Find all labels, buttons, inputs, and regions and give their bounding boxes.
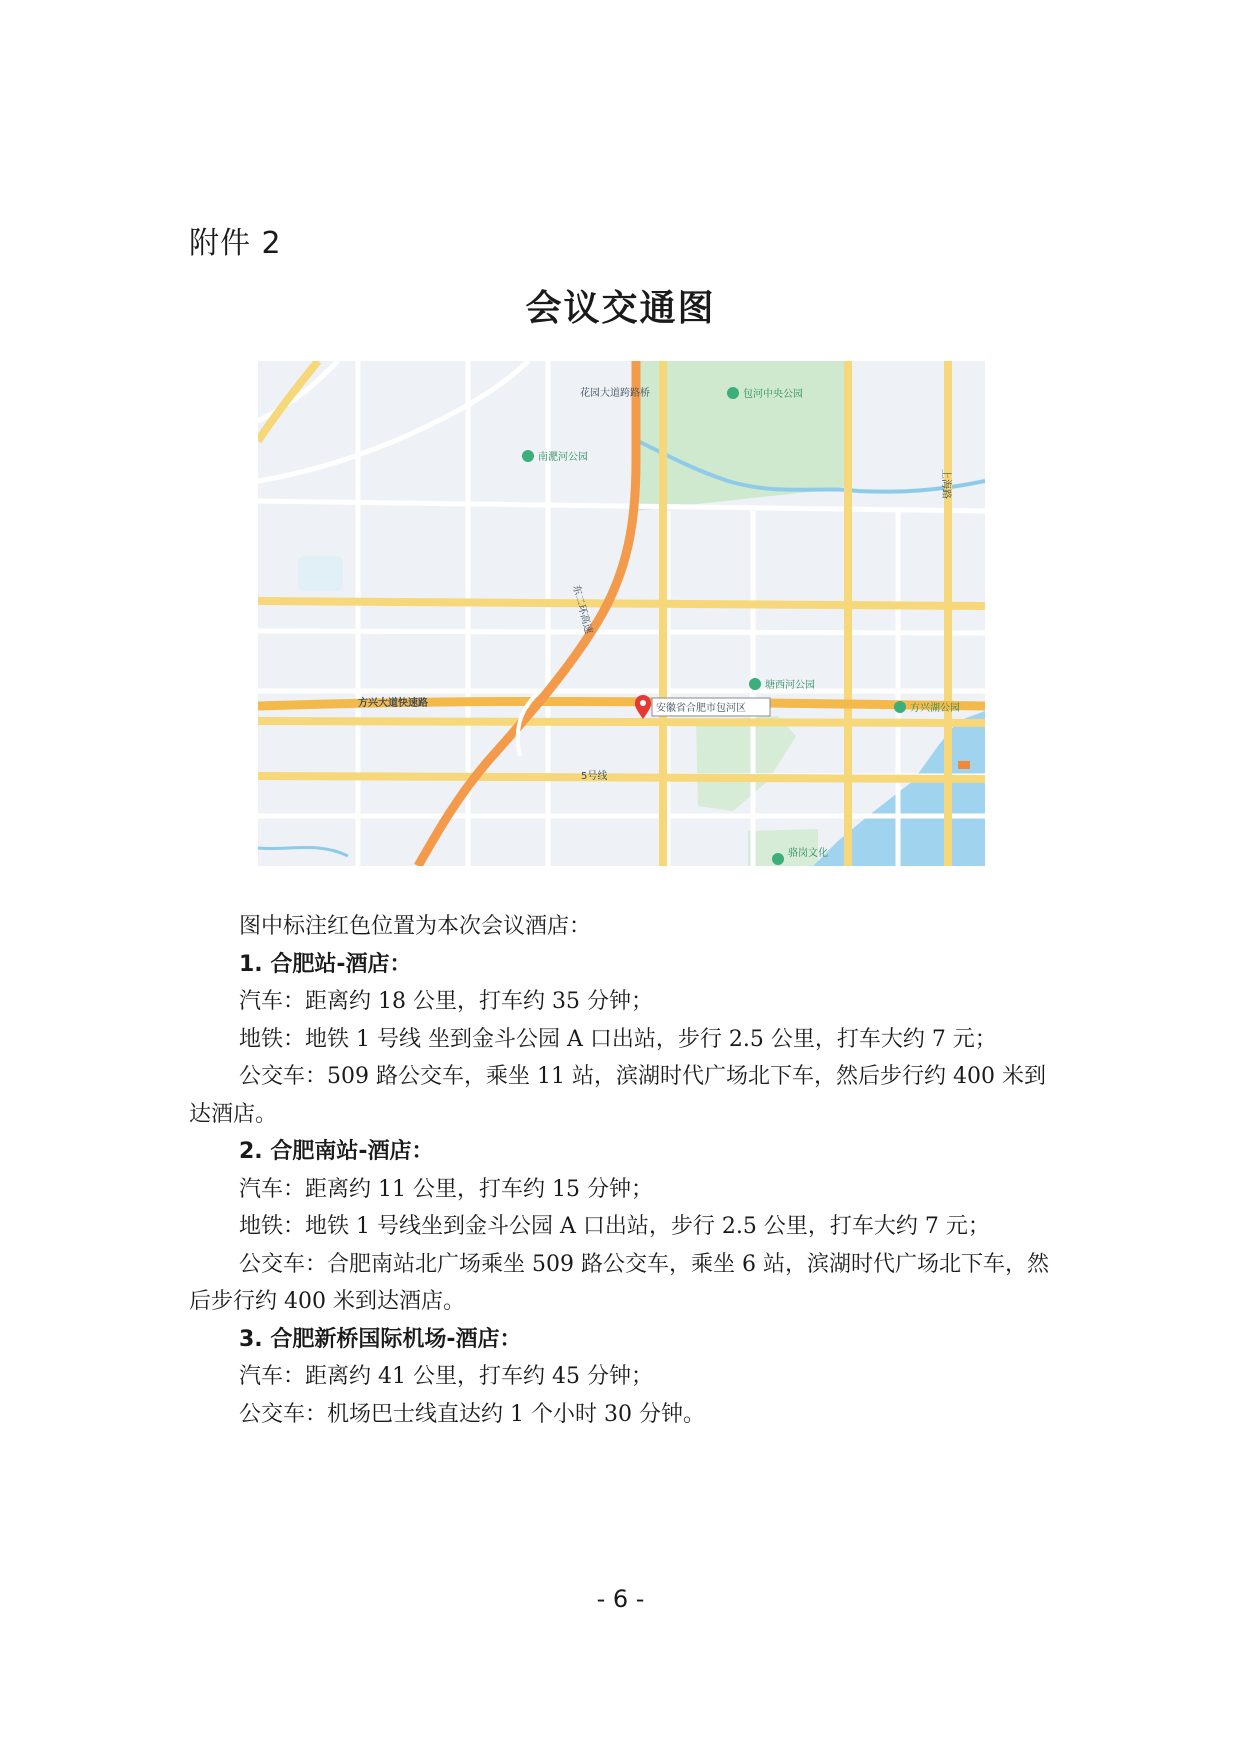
page-number: - 6 -	[596, 1585, 645, 1613]
metro-info: 地铁：地铁 1 号线坐到金斗公园 A 口出站，步行 2.5 公里，打车大约 7 元；	[239, 1214, 990, 1239]
station-marker	[958, 761, 970, 769]
park-icon	[749, 678, 761, 690]
hotel-marker[interactable]	[635, 695, 770, 719]
section-heading: 3. 合肥新桥国际机场-酒店：	[239, 1326, 522, 1352]
page-title: 会议交通图	[525, 288, 716, 329]
section-heading: 1. 合肥站-酒店：	[239, 951, 412, 977]
road-label-shanghai: 上海路	[940, 469, 951, 499]
traffic-map[interactable]	[258, 361, 985, 866]
bus-info: 公交车：509 路公交车，乘坐 11 站，滨湖时代广场北下车，然后步行约 400 米到达酒店。	[189, 1064, 1046, 1127]
park-icon	[894, 701, 906, 713]
traffic-description	[189, 908, 1049, 1433]
poi-label: 方兴湖公园	[910, 703, 960, 714]
section-heading: 2. 合肥南站-酒店：	[239, 1139, 434, 1164]
road-label-bridge: 花园大道跨路桥	[580, 388, 650, 399]
attachment-label: 附件 2	[189, 226, 282, 261]
poi-label: 塘西河公园	[765, 680, 815, 691]
hotel-label: 安徽省合肥市包河区	[656, 703, 746, 714]
car-info: 汽车：距离约 11 公里，打车约 15 分钟；	[239, 1176, 653, 1202]
car-info: 汽车：距离约 18 公里，打车约 35 分钟；	[239, 989, 653, 1014]
poi-label: 南淝河公园	[538, 452, 588, 463]
road-label-line5: 5号线	[581, 771, 608, 782]
road-label-fangxing: 方兴大道快速路	[358, 698, 428, 709]
park-icon	[772, 853, 784, 865]
bus-info: 公交车：机场巴士线直达约 1 个小时 30 分钟。	[239, 1401, 705, 1427]
pond	[298, 556, 343, 591]
car-info: 汽车：距离约 41 公里，打车约 45 分钟；	[239, 1364, 653, 1389]
road-label-dongerhuan: 东二环高速	[570, 583, 594, 636]
poi-label: 包河中央公园	[743, 389, 803, 400]
pin-dot	[640, 700, 646, 706]
bus-info: 公交车：合肥南站北广场乘坐 509 路公交车，乘坐 6 站，滨湖时代广场北下车，然后步行约 400 米到达酒店。	[189, 1251, 1049, 1314]
intro-text: 图中标注红色位置为本次会议酒店：	[239, 914, 592, 939]
metro-info: 地铁：地铁 1 号线 坐到金斗公园 A 口出站，步行 2.5 公里，打车大约 7 元；	[239, 1026, 997, 1052]
park-icon	[522, 450, 534, 462]
park-icon	[727, 387, 739, 399]
poi-label: 骆岗文化	[788, 848, 828, 859]
